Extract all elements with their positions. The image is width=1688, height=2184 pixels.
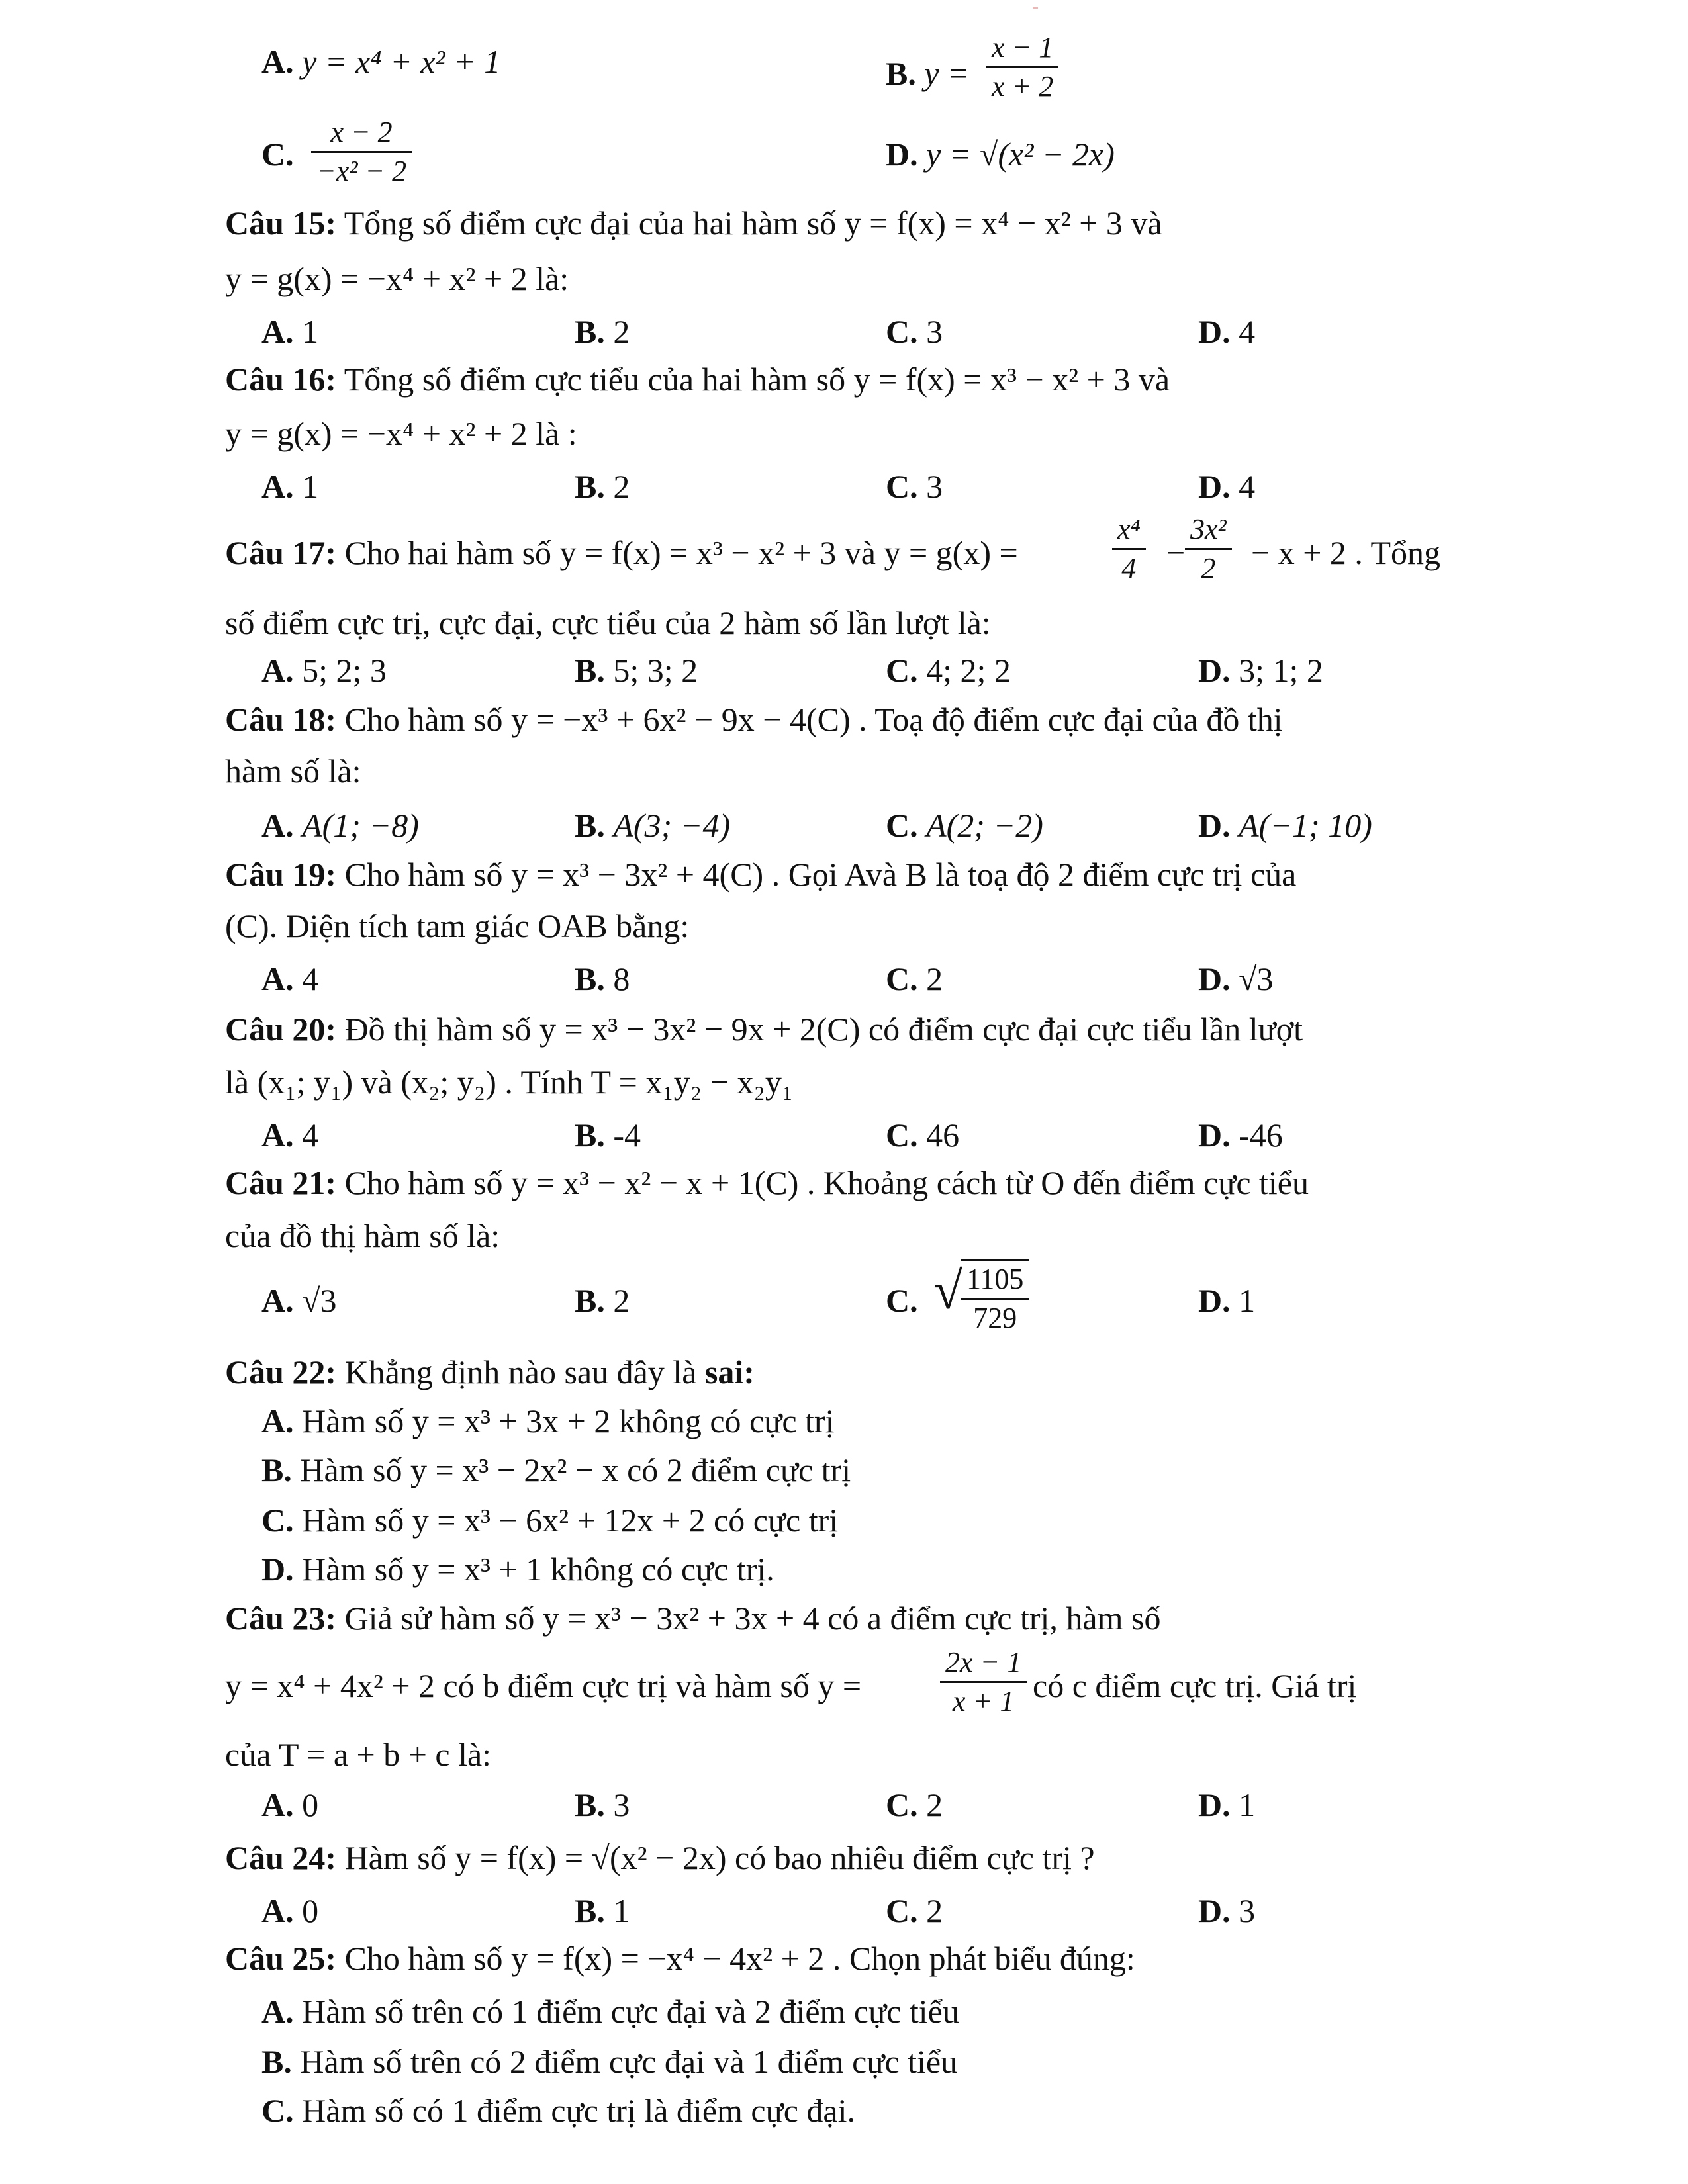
q23-option-b: B. 3 [575, 1786, 630, 1823]
q22-statement-d: D. Hàm số y = x³ + 1 không có cực trị. [261, 1551, 774, 1588]
q17-option-b: B. 5; 3; 2 [575, 652, 698, 689]
q22-line1: Câu 22: Khẳng định nào sau đây là sai: [225, 1353, 755, 1390]
q22-statement-a: A. Hàm số y = x³ + 3x + 2 không có cực trị [261, 1402, 835, 1439]
q15-line2: y = g(x) = −x⁴ + x² + 2 là: [225, 260, 569, 297]
q23-line3: của T = a + b + c là: [225, 1736, 492, 1773]
q17-line2: số điểm cực trị, cực đại, cực tiểu của 2 hàm số lần lượt là: [225, 604, 991, 641]
top-option-d: D. y = √(x² − 2x) [886, 136, 1115, 173]
top-option-a: A. y = x⁴ + x² + 1 [261, 43, 501, 80]
q18-option-a: A. A(1; −8) [261, 807, 419, 844]
q15-option-b: B. 2 [575, 313, 630, 350]
q24-line1: Câu 24: Hàm số y = f(x) = √(x² − 2x) có bao nhiêu điểm cực trị ? [225, 1839, 1095, 1876]
q24-option-d: D. 3 [1198, 1892, 1256, 1929]
q18-line2: hàm số là: [225, 752, 361, 790]
q25-statement-b: B. Hàm số trên có 2 điểm cực đại và 1 điểm cực tiểu [261, 2043, 958, 2080]
q18-option-c: C. A(2; −2) [886, 807, 1043, 844]
q20-option-b: B. -4 [575, 1116, 641, 1154]
q25-statement-a: A. Hàm số trên có 1 điểm cực đại và 2 điểm cực tiểu [261, 1993, 959, 2030]
q19-line2: (C). Diện tích tam giác OAB bằng: [225, 907, 690, 944]
q18-option-d: D. A(−1; 10) [1198, 807, 1372, 844]
q16-option-a: A. 1 [261, 468, 319, 505]
q22-statement-b: B. Hàm số y = x³ − 2x² − x có 2 điểm cực trị [261, 1451, 851, 1488]
q19-option-d: D. √3 [1198, 960, 1274, 997]
q16-option-d: D. 4 [1198, 468, 1256, 505]
q25-statement-c: C. Hàm số có 1 điểm cực trị là điểm cực đại. [261, 2092, 855, 2129]
q21-option-d: D. 1 [1198, 1282, 1256, 1319]
q18-option-b: B. A(3; −4) [575, 807, 731, 844]
q22-statement-c: C. Hàm số y = x³ − 6x² + 12x + 2 có cực trị [261, 1502, 839, 1539]
q21-option-a: A. √3 [261, 1282, 337, 1319]
q19-line1: Câu 19: Cho hàm số y = x³ − 3x² + 4(C) . Gọi Avà B là toạ độ 2 điểm cực trị của [225, 856, 1297, 893]
q17-option-a: A. 5; 2; 3 [261, 652, 387, 689]
q21-line1: Câu 21: Cho hàm số y = x³ − x² − x + 1(C) . Khoảng cách từ O đến điểm cực tiểu [225, 1164, 1309, 1201]
q23-fraction: $\frac{2x - 1}{x + 1}$ [940, 1644, 1027, 1720]
q21-option-b: B. 2 [575, 1282, 630, 1319]
q20-option-d: D. -46 [1198, 1116, 1283, 1154]
q21-option-c-sqrt: √ [933, 1262, 962, 1320]
top-option-b-fraction: $\frac{x - 1}{x + 2}$ [986, 29, 1058, 105]
top-option-c-fraction: $\frac{x - 2}{\text{−x² − 2}}$ [311, 114, 412, 190]
q17-option-d: D. 3; 1; 2 [1198, 652, 1323, 689]
q20-line1: Câu 20: Đồ thị hàm số y = x³ − 3x² − 9x + 2(C) có điểm cực đại cực tiểu lần lượt [225, 1011, 1303, 1048]
top-option-b: B. y = [886, 55, 970, 92]
q17-fraction-1: $\frac{\text{x⁴}}{4}$ [1112, 511, 1146, 587]
q23-line2-b: có c điểm cực trị. Giá trị [1033, 1667, 1357, 1704]
q16-option-c: C. 3 [886, 468, 943, 505]
q20-option-a: A. 4 [261, 1116, 319, 1154]
top-mark [1033, 7, 1038, 9]
q19-option-b: B. 8 [575, 960, 630, 997]
q24-option-c: C. 2 [886, 1892, 943, 1929]
q16-line2: y = g(x) = −x⁴ + x² + 2 là : [225, 415, 577, 452]
q19-option-c: C. 2 [886, 960, 943, 997]
q15-option-d: D. 4 [1198, 313, 1256, 350]
q16-line1: Câu 16: Tổng số điểm cực tiểu của hai hàm số y = f(x) = x³ − x² + 3 và [225, 361, 1170, 398]
q24-option-a: A. 0 [261, 1892, 319, 1929]
q16-option-b: B. 2 [575, 468, 630, 505]
q19-option-a: A. 4 [261, 960, 319, 997]
q15-line1: Câu 15: Tổng số điểm cực đại của hai hàm số y = f(x) = x⁴ − x² + 3 và [225, 205, 1162, 242]
q25-line1: Câu 25: Cho hàm số y = f(x) = −x⁴ − 4x² + 2 . Chọn phát biểu đúng: [225, 1940, 1135, 1977]
q20-line2: là (x₁; y₁) và (x₂; y₂) . Tính T = x₁y₂ − x₂y₁ [225, 1064, 794, 1101]
q20-option-c: C. 46 [886, 1116, 960, 1154]
q24-option-b: B. 1 [575, 1892, 630, 1929]
top-option-c: C. [261, 136, 294, 173]
q23-line1: Câu 23: Giả sử hàm số y = x³ − 3x² + 3x + 4 có a điểm cực trị, hàm số [225, 1600, 1161, 1637]
q17-option-c: C. 4; 2; 2 [886, 652, 1011, 689]
q17-minus: − [1166, 534, 1186, 571]
q23-option-c: C. 2 [886, 1786, 943, 1823]
q15-option-a: A. 1 [261, 313, 319, 350]
q17-fraction-2: $\frac{\text{3x²}}{2}$ [1185, 511, 1232, 587]
q21-option-c: C. [886, 1282, 918, 1319]
q17-line1-b: − x + 2 . Tổng [1251, 534, 1441, 571]
q21-line2: của đồ thị hàm số là: [225, 1217, 500, 1254]
q17-line1-a: Câu 17: Cho hai hàm số y = f(x) = x³ − x² + 3 và y = g(x) = [225, 534, 1018, 571]
q23-line2-a: y = x⁴ + 4x² + 2 có b điểm cực trị và hàm số y = [225, 1667, 862, 1704]
q18-line1: Câu 18: Cho hàm số y = −x³ + 6x² − 9x − 4(C) . Toạ độ điểm cực đại của đồ thị [225, 701, 1283, 738]
q23-option-d: D. 1 [1198, 1786, 1256, 1823]
q21-option-c-fraction: $\frac{1105}{729}$ [961, 1259, 1029, 1337]
q15-option-c: C. 3 [886, 313, 943, 350]
q23-option-a: A. 0 [261, 1786, 319, 1823]
